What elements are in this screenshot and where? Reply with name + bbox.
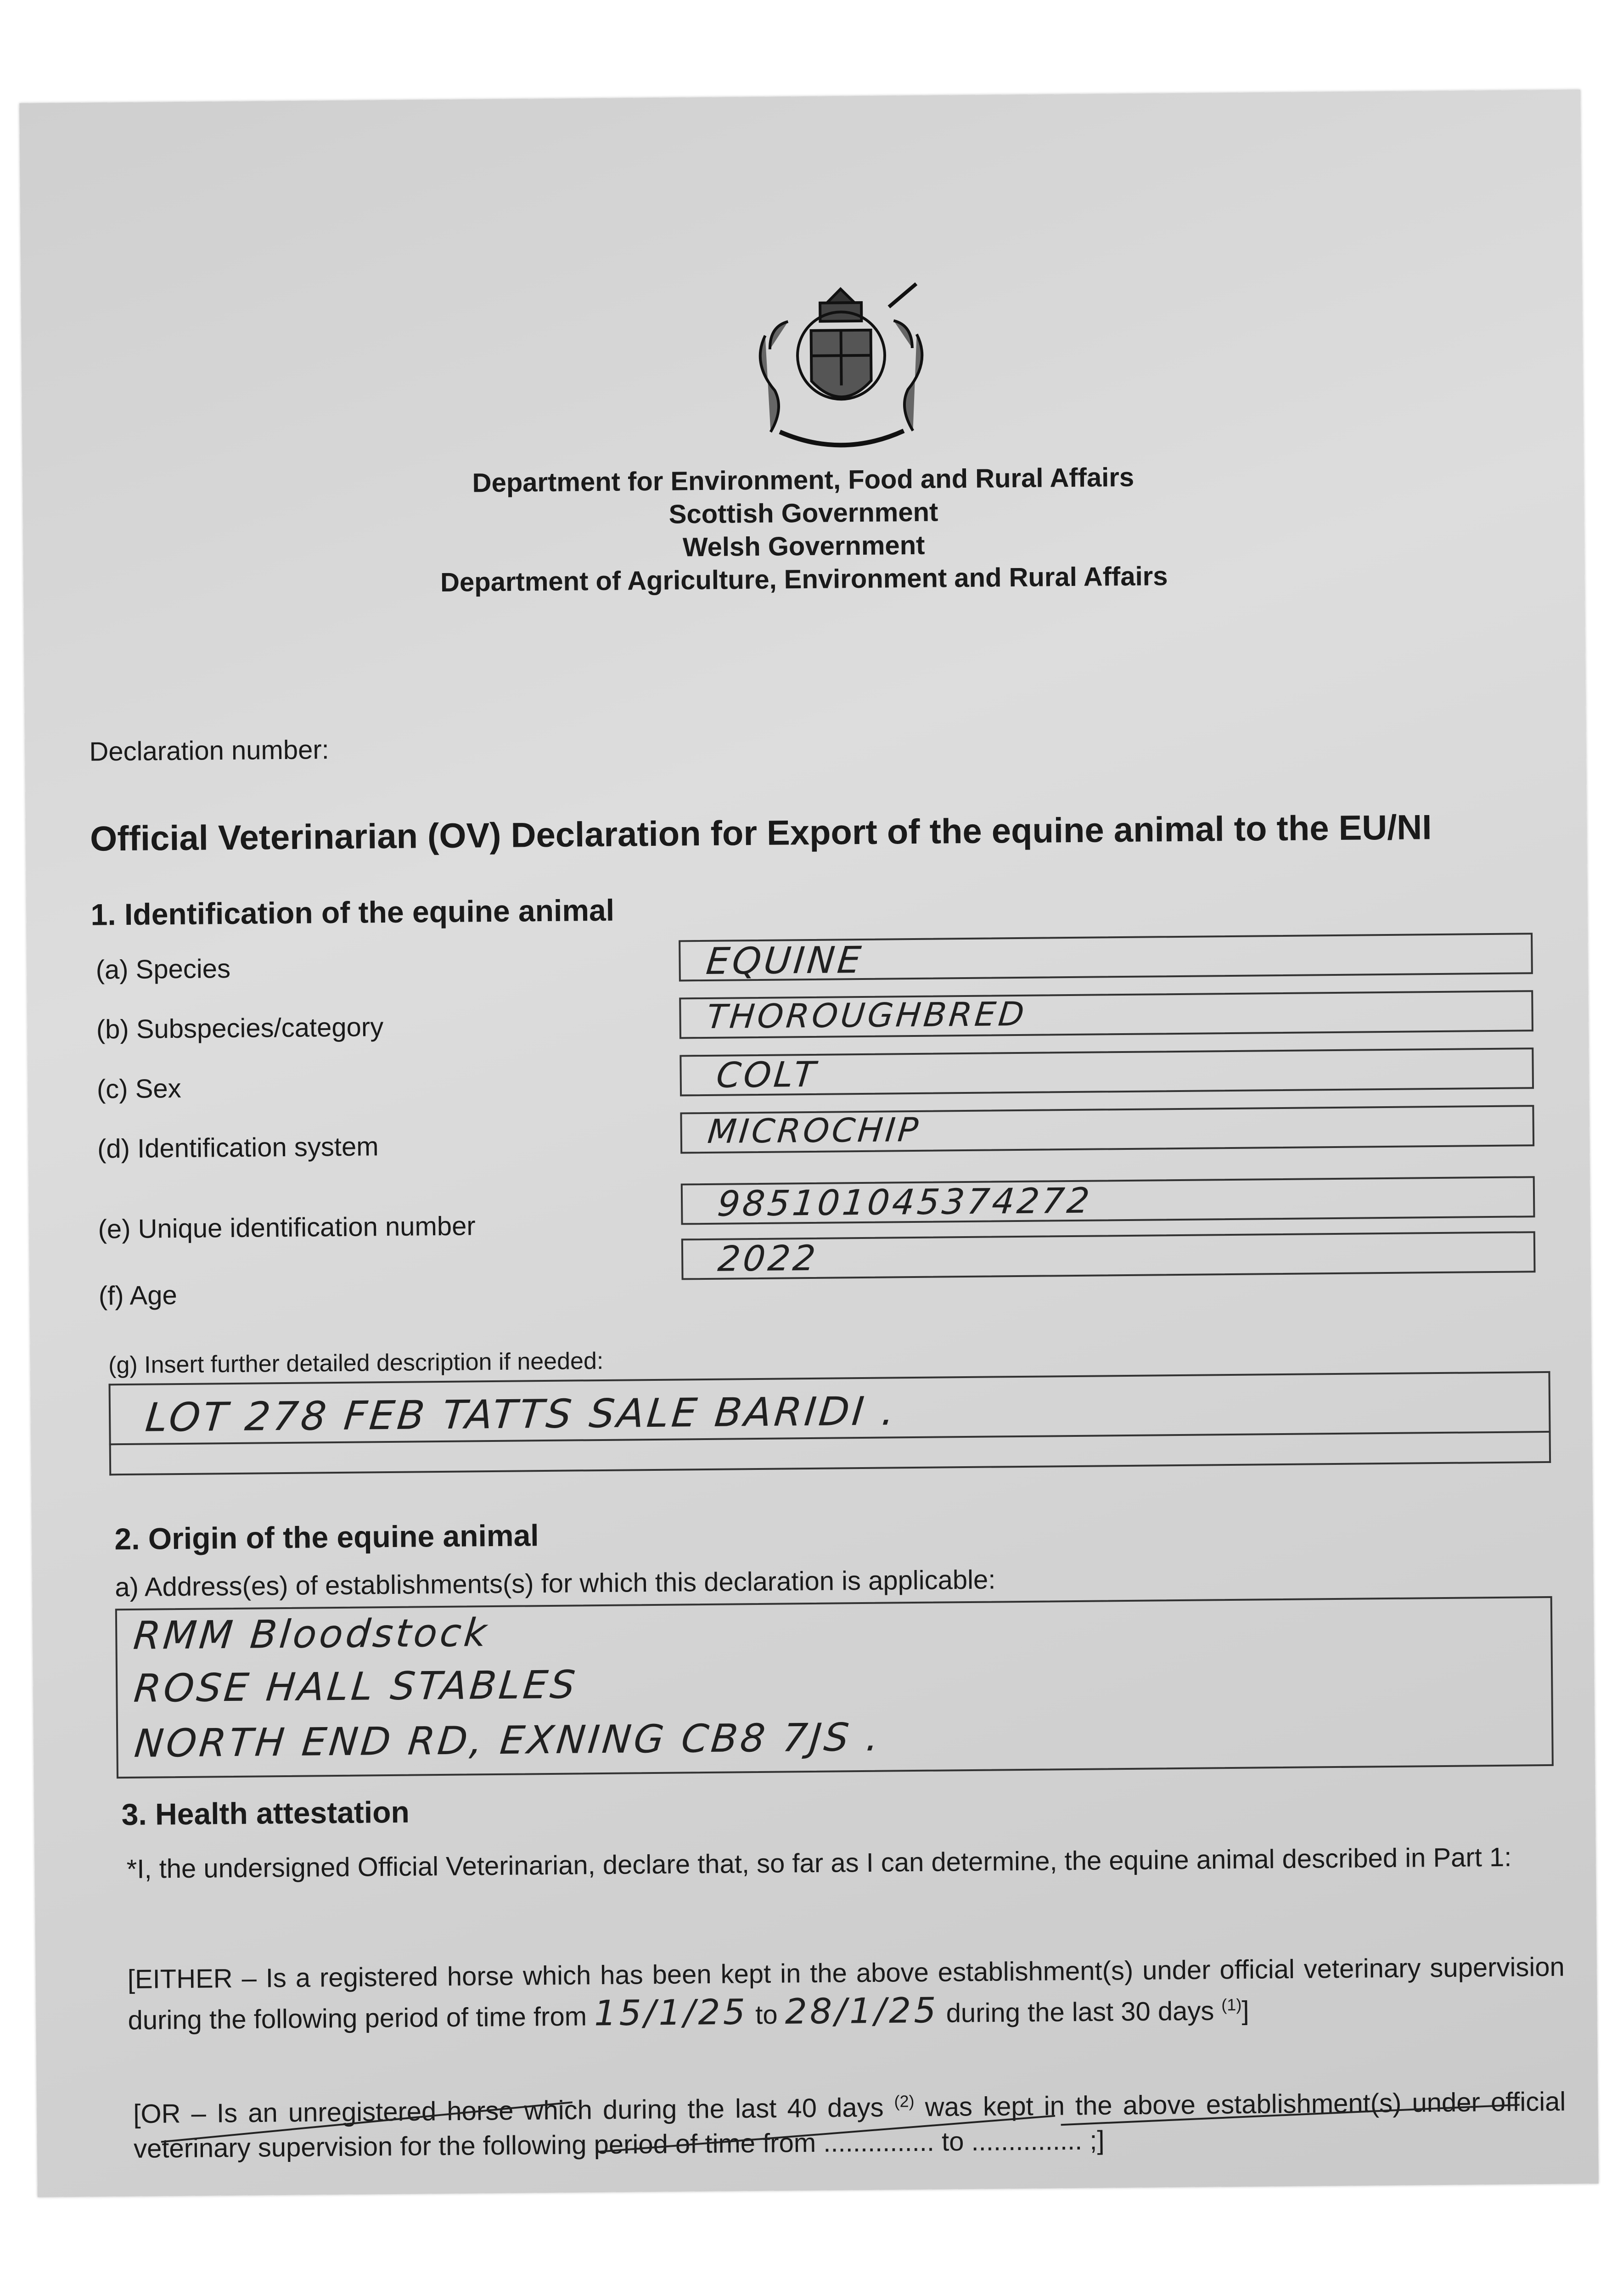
- health-attestation-intro: *I, the undersigned Official Veterinarian, declare that, so far as I can determine, the equine animal described in Part 1:: [126, 1842, 1512, 1885]
- address-label: a) Address(es) of establishments(s) for which this declaration is applicable:: [115, 1564, 996, 1603]
- or-text-2: was kept in the above establishment(s) under official veterinary supervision for the following period of time from ............... to ............... ;]: [133, 2087, 1566, 2164]
- address-line: ROSE HALL STABLES: [132, 1662, 580, 1711]
- section-2-heading: 2. Origin of the equine animal: [114, 1518, 539, 1556]
- description-label: (g) Insert further detailed description if needed:: [108, 1347, 604, 1379]
- unique-id-label: (e) Unique identification number: [98, 1211, 476, 1244]
- either-close: ]: [1241, 1996, 1249, 2026]
- either-text: [EITHER – Is a registered horse which has been kept in the above establishment(s) under official veterinary supervision during the following period of time from: [127, 1952, 1565, 2036]
- department-list: [22, 457, 1584, 603]
- address-line: RMM Bloodstock: [131, 1610, 492, 1658]
- unique-id-value: 985101045374272: [715, 1180, 1094, 1224]
- either-to-word: to: [747, 1999, 785, 2030]
- sex-label: (c) Sex: [96, 1073, 181, 1104]
- department-name: Department of Agriculture, Environment and Rural Affairs: [440, 561, 1168, 597]
- subspecies-label: (b) Subspecies/category: [96, 1012, 384, 1045]
- address-line: NORTH END RD, EXNING CB8 7JS .: [132, 1714, 884, 1766]
- age-value: 2022: [716, 1237, 820, 1279]
- or-clause: [133, 2078, 1566, 2167]
- department-name: Welsh Government: [682, 530, 925, 563]
- sex-value: COLT: [714, 1053, 820, 1096]
- either-text-2: during the last 30 days: [938, 1996, 1222, 2028]
- declaration-number-label: Declaration number:: [89, 735, 330, 767]
- or-footnote: (2): [894, 2092, 915, 2111]
- either-clause: [128, 1950, 1565, 2038]
- subspecies-value: THOROUGHBRED: [705, 994, 1029, 1036]
- age-label: (f) Age: [98, 1280, 177, 1311]
- identification-system-label: (d) Identification system: [97, 1131, 379, 1164]
- document-sheet: [19, 90, 1599, 2197]
- identification-system-value: MICROCHIP: [706, 1110, 923, 1151]
- section-1-heading: 1. Identification of the equine animal: [90, 893, 615, 932]
- description-value: LOT 278 FEB TATTS SALE BARIDI .: [143, 1388, 899, 1441]
- department-name: Scottish Government: [668, 497, 938, 529]
- royal-coat-of-arms-icon: [737, 279, 945, 455]
- section-3-heading: 3. Health attestation: [121, 1795, 410, 1832]
- either-from-date: 15/1/25: [594, 1991, 748, 2034]
- species-label: (a) Species: [95, 953, 231, 985]
- either-to-date: 28/1/25: [785, 1989, 939, 2032]
- species-value: EQUINE: [704, 938, 866, 983]
- or-text: [OR – Is an unregistered horse which during the last 40 days: [133, 2092, 894, 2129]
- either-footnote: (1): [1221, 1995, 1242, 2015]
- document-title: Official Veterinarian (OV) Declaration for Export of the equine animal to the EU/NI: [90, 808, 1432, 859]
- department-name: Department for Environment, Food and Rural Affairs: [472, 462, 1134, 498]
